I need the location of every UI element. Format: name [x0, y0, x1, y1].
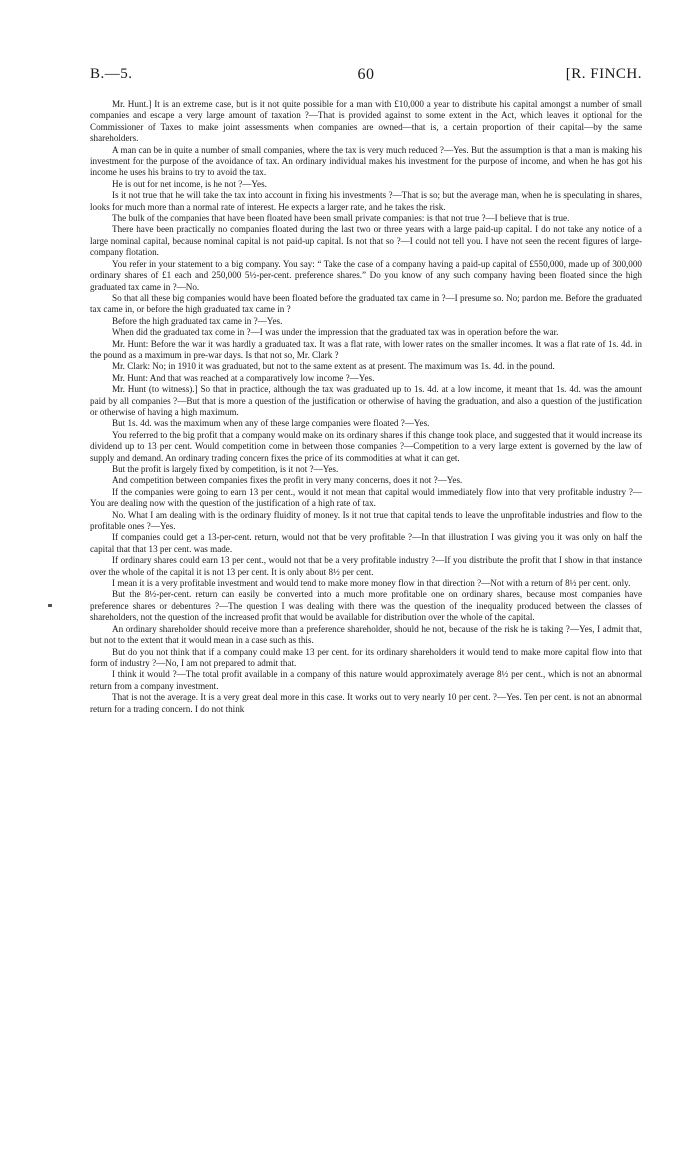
- margin-mark: [48, 604, 52, 607]
- paragraph: There have been practically no companies floated during the last two or three years with a large paid-up capital. I do not take any notice of a large nominal capital, because nominal capital is not paid-up capital. Is not that so ?—I could not tell you. I have not seen the recent figures of large-company flotation.: [90, 224, 642, 258]
- paragraph: Mr. Hunt.] It is an extreme case, but is it not quite possible for a man with £10,000 a year to distribute his capital amongst a number of small companies and escape a very large amount of taxation ?—That is provided against to some extent in the Act, which leaves it optional for the Commissioner of Taxes to make joint assessments when companies are owned—that is, a certain proportion of their capital—by the same shareholders.: [90, 99, 642, 144]
- page-number: 60: [357, 66, 375, 83]
- paragraph: When did the graduated tax come in ?—I was under the impression that the graduated tax was in operation before the war.: [112, 327, 559, 338]
- paragraph: But the profit is largely fixed by competition, is it not ?—Yes.: [112, 464, 339, 474]
- paragraph: You refer in your statement to a big company. You say: “ Take the case of a company having a paid-up capital of £550,000, made up of 300,000 ordinary shares of £1 each and 250,000 5½-per-cent. preference shares.” Do you know of any such company having been floated since the high graduated tax came in ?—No.: [90, 258, 642, 292]
- paragraph: So that all these big companies would have been floated before the graduated tax came in ?—I presume so. No; pardon me. Before the graduated tax came in, or before the high graduated tax came in ?: [90, 292, 642, 315]
- page-header: [90, 66, 642, 86]
- paragraph: An ordinary shareholder should receive more than a preference shareholder, should he not, because of the risk he is taking ?—Yes, I admit that, but not to the extent that it would mean in a case such as this.: [90, 623, 642, 646]
- paragraph: Is it not true that he will take the tax into account in fixing his investments ?—That is so; but the average man, when he is speculating in shares, looks for much more than a normal rate of interest. He expects a larger rate, and he takes the risk.: [90, 190, 642, 212]
- paragraph: Mr. Hunt (to witness).] So that in practice, although the tax was graduated up to 1s. 4d. at a low income, it meant that 1s. 4d. was the amount paid by all companies ?—But that is more a question of the justification or otherwise of having the graduation, and also a question of the justification or otherwise of having a high maximum.: [90, 384, 642, 417]
- paragraph: The bulk of the companies that have been floated have been small private companies: is that not true ?—I believe that is true.: [112, 213, 570, 224]
- paragraph: Before the high graduated tax came in ?—Yes.: [112, 315, 283, 326]
- paragraph: If companies could get a 13-per-cent. return, would not that be very profitable ?—In that illustration I was giving you it was only on half the capital that that 13 per cent. was made.: [90, 532, 642, 554]
- page-body: [90, 99, 642, 715]
- paragraph: And competition between companies fixes the profit in very many concerns, does it not ?—Yes.: [112, 475, 463, 486]
- paragraph: But do you not think that if a company could make 13 per cent. for its ordinary shareholders it would tend to make more capital flow into that form of industry ?—No, I am not prepared to admit that.: [90, 646, 642, 668]
- paragraph: Mr. Hunt: And that was reached at a comparatively low income ?—Yes.: [112, 372, 375, 383]
- paragraph: He is out for net income, is he not ?—Yes.: [112, 178, 267, 189]
- paragraph: If the companies were going to earn 13 per cent., would it not mean that capital would immediately flow into that very profitable industry ?—You are dealing now with the question of the justification of a high rate of tax.: [90, 486, 642, 509]
- report-reference: B.—5.: [90, 66, 133, 82]
- paragraph: That is not the average. It is a very great deal more in this case. It works out to very nearly 10 per cent. ?—Yes. Ten per cent. is not an abnormal return for a trading concern. I do not think: [90, 692, 642, 714]
- paragraph: Mr. Hunt: Before the war it was hardly a graduated tax. It was a flat rate, with lower rates on the smaller incomes. It was a flat rate of 1s. 4d. in the pound as a maximum in pre-war days. Is that not so, Mr. Clark ?: [90, 338, 642, 360]
- paragraph: I think it would ?—The total profit available in a company of this nature would approximately average 8½ per cent., which is not an abnormal return from a company investment.: [90, 669, 642, 691]
- paragraph: I mean it is a very profitable investment and would tend to make more money flow in that direction ?—Not with a return of 8½ per cent. only.: [112, 578, 631, 589]
- paragraph: Mr. Clark: No; in 1910 it was graduated, but not to the same extent as at present. The maximum was 1s. 4d. in the pound.: [112, 361, 555, 372]
- paragraph: If ordinary shares could earn 13 per cent., would not that be a very profitable industry ?—If you distribute the profit that I show in that instance over the whole of the capital it is not 13 per cent. It is only about 8½ per cent.: [90, 555, 642, 577]
- witness-name: [R. FINCH.: [565, 66, 642, 82]
- paragraph: But 1s. 4d. was the maximum when any of these large companies were floated ?—Yes.: [112, 418, 430, 429]
- paragraph: No. What I am dealing with is the ordinary fluidity of money. Is it not true that capital tends to leave the unprofitable industries and flow to the profitable ones ?—Yes.: [90, 509, 642, 532]
- paragraph: You referred to the big profit that a company would make on its ordinary shares if this change took place, and suggested that it would increase its dividend up to 13 per cent. Would competition come in between those companies ?—Competition to a very large extent is governed by the law of supply and demand. An ordinary trading concern fixes the price of its commodities at what it can get.: [90, 429, 642, 463]
- paragraph: But the 8½-per-cent. return can easily be converted into a much more profitable one on ordinary shares, because most companies have preference shares or debentures ?—The question I was dealing with there was the question of the inequality produced between the classes of shareholders, not the question of the increased profit that would be available for distribution over the whole of the capital.: [90, 589, 642, 623]
- paragraph: A man can be in quite a number of small companies, where the tax is very much reduced ?—Yes. But the assumption is that a man is making his investment for the purpose of the avoidance of tax. An ordinary individual makes his investment for the purpose of income, and when he has got his income he uses his brains to try to avoid the tax.: [90, 144, 642, 178]
